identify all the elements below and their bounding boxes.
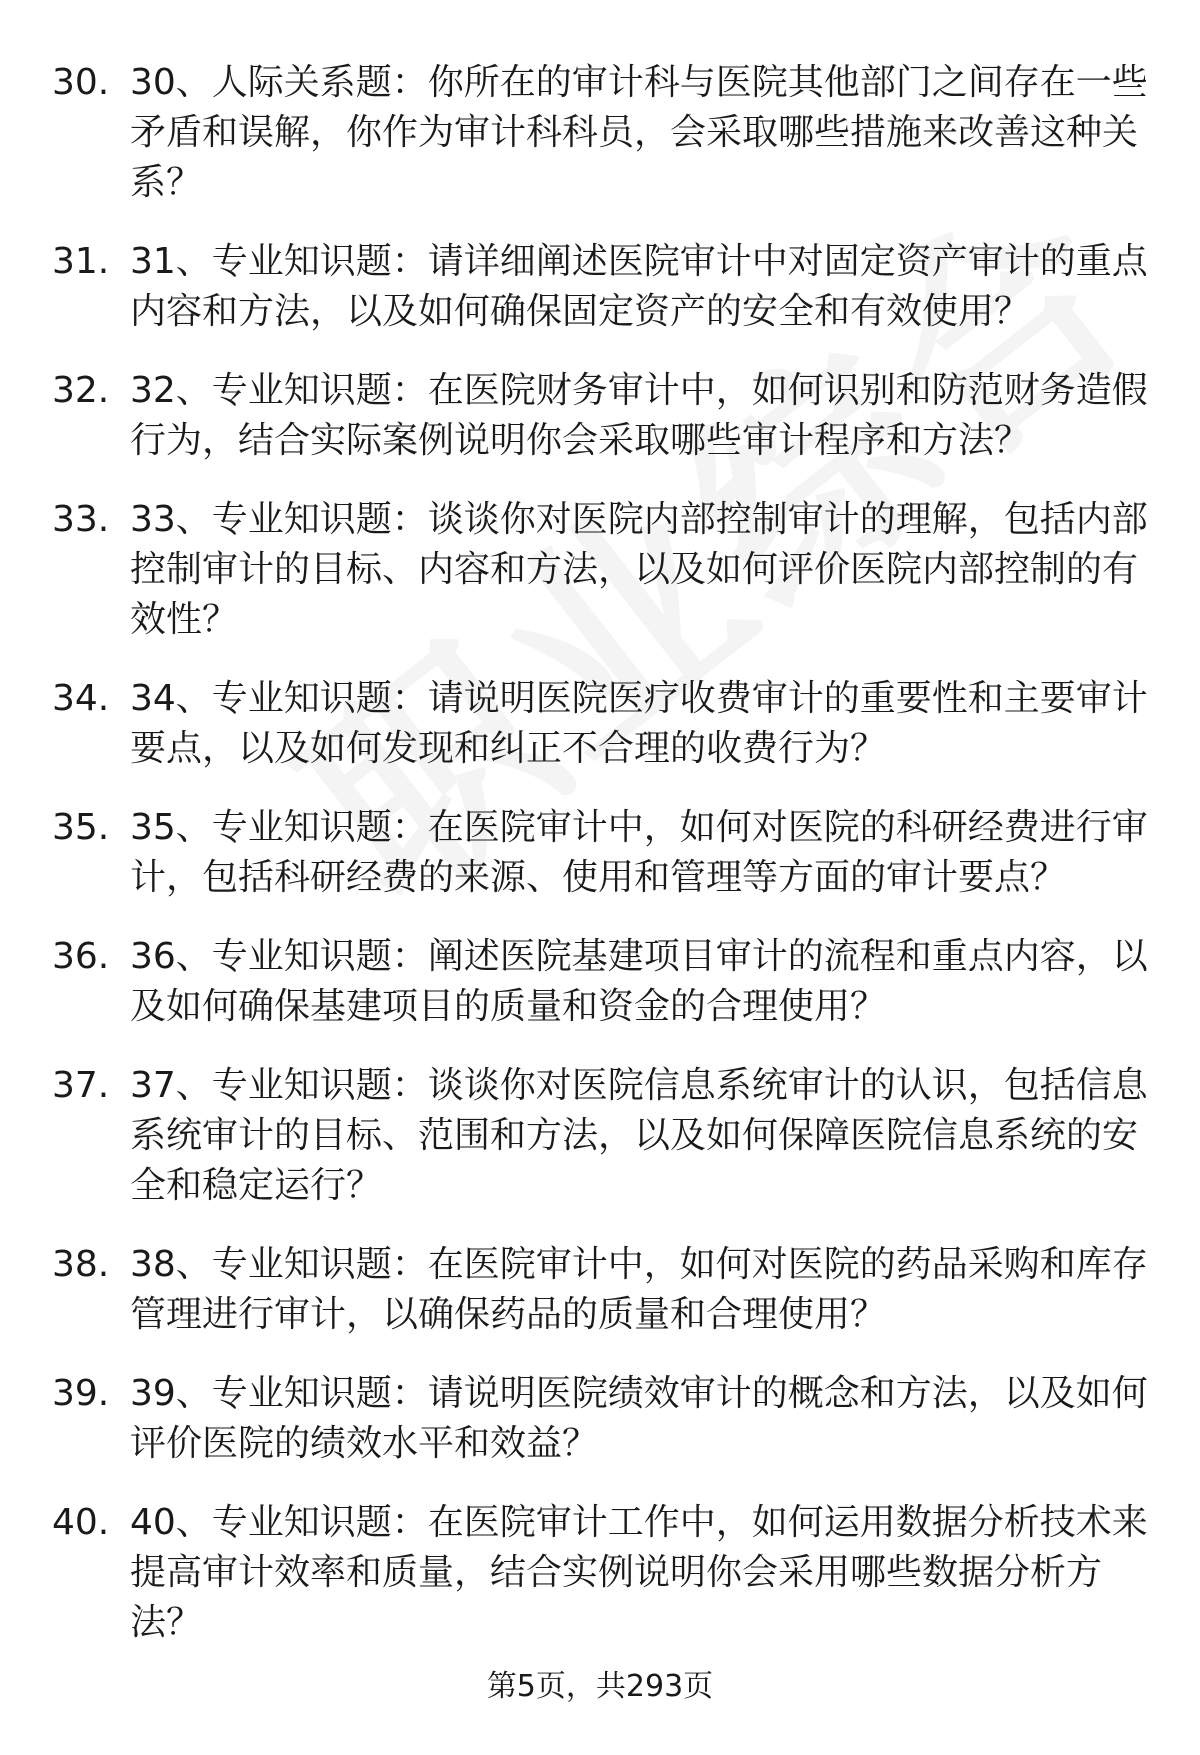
question-item-37 [0,1061,1200,1211]
question-text: 30、人际关系题：你所在的审计科与医院其他部门之间存在一些矛盾和误解，你作为审计科科员，会采取哪些措施来改善这种关系？ [130,62,1148,203]
question-number: 39. [52,1373,110,1414]
question-number: 30. [52,62,110,103]
question-text: 39、专业知识题：请说明医院绩效审计的概念和方法，以及如何评价医院的绩效水平和效益？ [130,1373,1148,1464]
question-text: 33、专业知识题：谈谈你对医院内部控制审计的理解，包括内部控制审计的目标、内容和方法，以及如何评价医院内部控制的有效性？ [130,499,1148,640]
question-list [0,58,1200,1677]
question-text: 35、专业知识题：在医院审计中，如何对医院的科研经费进行审计，包括科研经费的来源、使用和管理等方面的审计要点？ [130,807,1148,898]
question-text: 38、专业知识题：在医院审计中，如何对医院的药品采购和库存管理进行审计，以确保药品的质量和合理使用？ [130,1244,1148,1335]
question-item-30 [0,58,1200,208]
question-number: 35. [52,807,110,848]
question-text: 31、专业知识题：请详细阐述医院审计中对固定资产审计的重点内容和方法，以及如何确保固定资产的安全和有效使用？ [130,241,1148,332]
question-item-31 [0,237,1200,337]
page-footer: 第5页，共293页 [486,1669,714,1704]
question-item-40 [0,1498,1200,1648]
question-number: 38. [52,1244,110,1285]
question-number: 31. [52,241,110,282]
question-item-35 [0,803,1200,903]
question-number: 36. [52,936,110,977]
question-text: 34、专业知识题：请说明医院医疗收费审计的重要性和主要审计要点，以及如何发现和纠正不合理的收费行为？ [130,678,1148,769]
question-number: 37. [52,1065,110,1106]
question-number: 34. [52,678,110,719]
question-text: 36、专业知识题：阐述医院基建项目审计的流程和重点内容，以及如何确保基建项目的质量和资金的合理使用？ [130,936,1148,1027]
question-number: 33. [52,499,110,540]
question-item-39 [0,1369,1200,1469]
question-item-32 [0,366,1200,466]
question-item-36 [0,932,1200,1032]
question-item-33 [0,495,1200,645]
question-text: 32、专业知识题：在医院财务审计中，如何识别和防范财务造假行为，结合实际案例说明你会采取哪些审计程序和方法？ [130,370,1148,461]
question-item-38 [0,1240,1200,1340]
question-text: 37、专业知识题：谈谈你对医院信息系统审计的认识，包括信息系统审计的目标、范围和方法，以及如何保障医院信息系统的安全和稳定运行？ [130,1065,1148,1206]
question-number: 40. [52,1502,110,1543]
question-item-34 [0,674,1200,774]
question-text: 40、专业知识题：在医院审计工作中，如何运用数据分析技术来提高审计效率和质量，结合实例说明你会采用哪些数据分析方法？ [130,1502,1148,1643]
question-number: 32. [52,370,110,411]
